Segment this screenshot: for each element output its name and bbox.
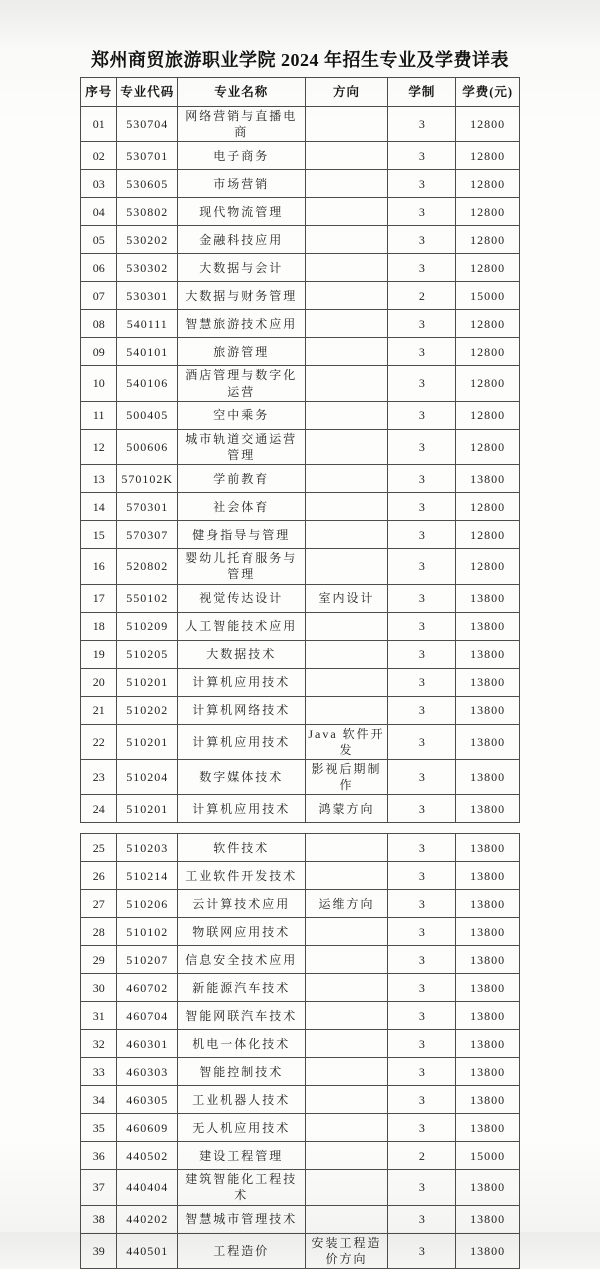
cell-code: 440501 [117, 1233, 178, 1268]
cell-direction [305, 974, 388, 1002]
cell-fee: 13800 [456, 640, 520, 668]
cell-no: 05 [81, 226, 117, 254]
cell-code: 440202 [117, 1205, 178, 1233]
cell-duration: 3 [388, 918, 456, 946]
table-row [81, 282, 520, 310]
cell-duration: 3 [388, 1002, 456, 1030]
cell-fee: 15000 [456, 282, 520, 310]
cell-no: 04 [81, 198, 117, 226]
table-row [81, 612, 520, 640]
cell-no: 03 [81, 170, 117, 198]
cell-no: 32 [81, 1030, 117, 1058]
cell-fee: 13800 [456, 584, 520, 612]
cell-fee: 13800 [456, 1030, 520, 1058]
cell-direction [305, 834, 388, 862]
cell-code: 510214 [117, 862, 178, 890]
cell-name: 信息安全技术应用 [178, 946, 305, 974]
cell-fee: 13800 [456, 696, 520, 724]
cell-duration: 3 [388, 696, 456, 724]
majors-table-segment-1 [80, 77, 520, 823]
cell-duration: 3 [388, 170, 456, 198]
cell-direction [305, 668, 388, 696]
cell-duration: 3 [388, 640, 456, 668]
table-row [81, 142, 520, 170]
cell-name: 计算机网络技术 [178, 696, 305, 724]
cell-code: 520802 [117, 549, 178, 584]
cell-no: 31 [81, 1002, 117, 1030]
cell-fee: 13800 [456, 946, 520, 974]
cell-fee: 13800 [456, 1205, 520, 1233]
cell-no: 14 [81, 493, 117, 521]
table-row [81, 254, 520, 282]
cell-fee: 13800 [456, 1233, 520, 1268]
cell-direction: 影视后期制作 [305, 759, 388, 794]
cell-direction [305, 1114, 388, 1142]
table-header-row [81, 78, 520, 107]
table-row [81, 1002, 520, 1030]
cell-code: 510201 [117, 724, 178, 759]
cell-duration: 3 [388, 142, 456, 170]
cell-name: 智慧旅游技术应用 [178, 310, 305, 338]
cell-no: 33 [81, 1058, 117, 1086]
cell-direction [305, 107, 388, 142]
cell-name: 人工智能技术应用 [178, 612, 305, 640]
table-row [81, 759, 520, 794]
cell-code: 460303 [117, 1058, 178, 1086]
cell-no: 08 [81, 310, 117, 338]
cell-code: 500405 [117, 401, 178, 429]
table-row [81, 338, 520, 366]
cell-fee: 12800 [456, 401, 520, 429]
table-row [81, 834, 520, 862]
table-row [81, 862, 520, 890]
cell-direction [305, 226, 388, 254]
cell-duration: 3 [388, 1170, 456, 1205]
table-row [81, 640, 520, 668]
cell-name: 大数据与财务管理 [178, 282, 305, 310]
cell-no: 25 [81, 834, 117, 862]
cell-duration: 2 [388, 1142, 456, 1170]
cell-code: 530301 [117, 282, 178, 310]
table-row [81, 521, 520, 549]
cell-direction [305, 918, 388, 946]
cell-name: 智慧城市管理技术 [178, 1205, 305, 1233]
cell-direction [305, 170, 388, 198]
cell-name: 物联网应用技术 [178, 918, 305, 946]
cell-fee: 13800 [456, 668, 520, 696]
cell-no: 36 [81, 1142, 117, 1170]
cell-duration: 3 [388, 310, 456, 338]
table-row [81, 493, 520, 521]
cell-name: 视觉传达设计 [178, 584, 305, 612]
cell-duration: 3 [388, 759, 456, 794]
cell-direction [305, 254, 388, 282]
header-code: 专业代码 [117, 78, 178, 107]
cell-fee: 13800 [456, 1058, 520, 1086]
cell-code: 510206 [117, 890, 178, 918]
cell-name: 空中乘务 [178, 401, 305, 429]
table-row [81, 946, 520, 974]
cell-name: 金融科技应用 [178, 226, 305, 254]
cell-direction [305, 1170, 388, 1205]
cell-duration: 3 [388, 1030, 456, 1058]
cell-name: 建筑智能化工程技术 [178, 1170, 305, 1205]
cell-fee: 12800 [456, 142, 520, 170]
cell-name: 现代物流管理 [178, 198, 305, 226]
cell-duration: 3 [388, 429, 456, 464]
cell-no: 12 [81, 429, 117, 464]
cell-code: 510102 [117, 918, 178, 946]
cell-name: 计算机应用技术 [178, 724, 305, 759]
table-row [81, 890, 520, 918]
cell-name: 市场营销 [178, 170, 305, 198]
cell-duration: 3 [388, 862, 456, 890]
cell-fee: 13800 [456, 918, 520, 946]
cell-name: 大数据与会计 [178, 254, 305, 282]
table-row [81, 226, 520, 254]
cell-no: 27 [81, 890, 117, 918]
cell-no: 28 [81, 918, 117, 946]
cell-fee: 13800 [456, 1114, 520, 1142]
cell-fee: 12800 [456, 198, 520, 226]
cell-name: 工业机器人技术 [178, 1086, 305, 1114]
cell-name: 工业软件开发技术 [178, 862, 305, 890]
cell-no: 30 [81, 974, 117, 1002]
cell-no: 01 [81, 107, 117, 142]
cell-name: 软件技术 [178, 834, 305, 862]
cell-code: 510202 [117, 696, 178, 724]
cell-no: 35 [81, 1114, 117, 1142]
cell-name: 无人机应用技术 [178, 1114, 305, 1142]
cell-direction [305, 142, 388, 170]
cell-code: 540111 [117, 310, 178, 338]
cell-duration: 3 [388, 974, 456, 1002]
table-row [81, 549, 520, 584]
cell-direction: 运维方向 [305, 890, 388, 918]
cell-direction [305, 465, 388, 493]
cell-duration: 3 [388, 668, 456, 696]
cell-no: 09 [81, 338, 117, 366]
cell-duration: 3 [388, 338, 456, 366]
table-row [81, 107, 520, 142]
table-row [81, 1086, 520, 1114]
cell-duration: 3 [388, 107, 456, 142]
cell-duration: 3 [388, 1058, 456, 1086]
table-row [81, 696, 520, 724]
cell-no: 02 [81, 142, 117, 170]
cell-fee: 12800 [456, 521, 520, 549]
cell-no: 26 [81, 862, 117, 890]
cell-duration: 3 [388, 724, 456, 759]
cell-code: 460609 [117, 1114, 178, 1142]
cell-name: 社会体育 [178, 493, 305, 521]
cell-duration: 3 [388, 890, 456, 918]
cell-direction [305, 366, 388, 401]
cell-no: 06 [81, 254, 117, 282]
cell-name: 智能网联汽车技术 [178, 1002, 305, 1030]
cell-fee: 13800 [456, 974, 520, 1002]
cell-code: 530202 [117, 226, 178, 254]
cell-duration: 3 [388, 1233, 456, 1268]
cell-direction [305, 1086, 388, 1114]
cell-direction [305, 1030, 388, 1058]
cell-name: 云计算技术应用 [178, 890, 305, 918]
cell-duration: 3 [388, 612, 456, 640]
cell-duration: 3 [388, 1114, 456, 1142]
cell-code: 530701 [117, 142, 178, 170]
cell-fee: 12800 [456, 549, 520, 584]
table-row [81, 795, 520, 823]
cell-no: 39 [81, 1233, 117, 1268]
cell-fee: 12800 [456, 366, 520, 401]
cell-fee: 15000 [456, 1142, 520, 1170]
header-no: 序号 [81, 78, 117, 107]
cell-code: 510204 [117, 759, 178, 794]
cell-name: 工程造价 [178, 1233, 305, 1268]
cell-no: 07 [81, 282, 117, 310]
cell-direction [305, 282, 388, 310]
cell-fee: 13800 [456, 1002, 520, 1030]
cell-name: 婴幼儿托育服务与管理 [178, 549, 305, 584]
cell-fee: 12800 [456, 310, 520, 338]
table-row [81, 1114, 520, 1142]
cell-no: 23 [81, 759, 117, 794]
cell-name: 智能控制技术 [178, 1058, 305, 1086]
cell-duration: 3 [388, 465, 456, 493]
cell-no: 22 [81, 724, 117, 759]
cell-fee: 13800 [456, 759, 520, 794]
table-row [81, 1030, 520, 1058]
cell-fee: 12800 [456, 254, 520, 282]
cell-fee: 13800 [456, 1170, 520, 1205]
cell-duration: 3 [388, 584, 456, 612]
cell-code: 460704 [117, 1002, 178, 1030]
cell-direction [305, 946, 388, 974]
cell-code: 510203 [117, 834, 178, 862]
table-row [81, 1205, 520, 1233]
cell-code: 510209 [117, 612, 178, 640]
cell-code: 500606 [117, 429, 178, 464]
cell-direction [305, 198, 388, 226]
page-title: 郑州商贸旅游职业学院 2024 年招生专业及学费详表 [91, 50, 509, 70]
cell-direction [305, 1058, 388, 1086]
majors-table-segment-2 [80, 833, 520, 1269]
cell-direction [305, 338, 388, 366]
cell-fee: 13800 [456, 834, 520, 862]
cell-duration: 3 [388, 401, 456, 429]
cell-duration: 3 [388, 1205, 456, 1233]
cell-direction: 室内设计 [305, 584, 388, 612]
table-row [81, 198, 520, 226]
table-row [81, 310, 520, 338]
cell-duration: 3 [388, 1086, 456, 1114]
cell-direction [305, 310, 388, 338]
header-fee: 学费(元) [456, 78, 520, 107]
cell-no: 34 [81, 1086, 117, 1114]
cell-code: 510205 [117, 640, 178, 668]
cell-name: 新能源汽车技术 [178, 974, 305, 1002]
cell-direction [305, 401, 388, 429]
table-row [81, 429, 520, 464]
cell-name: 电子商务 [178, 142, 305, 170]
cell-name: 健身指导与管理 [178, 521, 305, 549]
cell-code: 440502 [117, 1142, 178, 1170]
cell-no: 13 [81, 465, 117, 493]
table-row [81, 974, 520, 1002]
cell-duration: 3 [388, 946, 456, 974]
cell-duration: 3 [388, 493, 456, 521]
cell-direction [305, 862, 388, 890]
cell-duration: 3 [388, 834, 456, 862]
cell-no: 15 [81, 521, 117, 549]
cell-no: 20 [81, 668, 117, 696]
cell-fee: 13800 [456, 890, 520, 918]
cell-fee: 13800 [456, 612, 520, 640]
table-row [81, 170, 520, 198]
cell-no: 16 [81, 549, 117, 584]
cell-no: 38 [81, 1205, 117, 1233]
cell-code: 550102 [117, 584, 178, 612]
cell-no: 21 [81, 696, 117, 724]
cell-name: 旅游管理 [178, 338, 305, 366]
cell-no: 11 [81, 401, 117, 429]
cell-code: 530605 [117, 170, 178, 198]
cell-code: 510201 [117, 668, 178, 696]
cell-code: 570307 [117, 521, 178, 549]
cell-no: 37 [81, 1170, 117, 1205]
cell-direction [305, 549, 388, 584]
cell-name: 机电一体化技术 [178, 1030, 305, 1058]
cell-no: 17 [81, 584, 117, 612]
cell-code: 530302 [117, 254, 178, 282]
table-row [81, 465, 520, 493]
cell-direction [305, 696, 388, 724]
cell-duration: 3 [388, 795, 456, 823]
cell-fee: 12800 [456, 226, 520, 254]
cell-fee: 12800 [456, 107, 520, 142]
cell-direction: Java 软件开发 [305, 724, 388, 759]
table-row [81, 401, 520, 429]
cell-duration: 3 [388, 521, 456, 549]
header-duration: 学制 [388, 78, 456, 107]
cell-name: 建设工程管理 [178, 1142, 305, 1170]
cell-no: 18 [81, 612, 117, 640]
table-row [81, 918, 520, 946]
cell-direction: 安装工程造价方向 [305, 1233, 388, 1268]
cell-direction [305, 521, 388, 549]
cell-name: 大数据技术 [178, 640, 305, 668]
table-row [81, 1142, 520, 1170]
cell-code: 570301 [117, 493, 178, 521]
cell-duration: 3 [388, 549, 456, 584]
cell-direction [305, 493, 388, 521]
cell-fee: 12800 [456, 338, 520, 366]
cell-fee: 13800 [456, 724, 520, 759]
cell-fee: 13800 [456, 465, 520, 493]
cell-fee: 12800 [456, 170, 520, 198]
table-row [81, 668, 520, 696]
cell-code: 540106 [117, 366, 178, 401]
cell-fee: 12800 [456, 429, 520, 464]
header-name: 专业名称 [178, 78, 305, 107]
table-row [81, 1170, 520, 1205]
cell-fee: 13800 [456, 1086, 520, 1114]
cell-code: 440404 [117, 1170, 178, 1205]
cell-direction [305, 1002, 388, 1030]
cell-duration: 3 [388, 366, 456, 401]
cell-direction [305, 1205, 388, 1233]
cell-no: 10 [81, 366, 117, 401]
cell-no: 29 [81, 946, 117, 974]
cell-code: 460301 [117, 1030, 178, 1058]
cell-code: 530704 [117, 107, 178, 142]
cell-code: 510207 [117, 946, 178, 974]
cell-fee: 13800 [456, 862, 520, 890]
cell-name: 数字媒体技术 [178, 759, 305, 794]
cell-duration: 3 [388, 226, 456, 254]
cell-code: 460305 [117, 1086, 178, 1114]
table-row [81, 584, 520, 612]
cell-direction [305, 640, 388, 668]
cell-fee: 12800 [456, 493, 520, 521]
table-row [81, 1233, 520, 1268]
cell-code: 570102K [117, 465, 178, 493]
cell-direction [305, 612, 388, 640]
cell-code: 510201 [117, 795, 178, 823]
cell-code: 530802 [117, 198, 178, 226]
cell-direction: 鸿蒙方向 [305, 795, 388, 823]
table-row [81, 1058, 520, 1086]
cell-direction [305, 1142, 388, 1170]
cell-no: 24 [81, 795, 117, 823]
cell-code: 540101 [117, 338, 178, 366]
cell-direction [305, 429, 388, 464]
cell-name: 计算机应用技术 [178, 795, 305, 823]
cell-name: 计算机应用技术 [178, 668, 305, 696]
cell-no: 19 [81, 640, 117, 668]
cell-duration: 3 [388, 254, 456, 282]
table-row [81, 366, 520, 401]
table-row [81, 724, 520, 759]
cell-name: 学前教育 [178, 465, 305, 493]
cell-name: 网络营销与直播电商 [178, 107, 305, 142]
header-direction: 方向 [305, 78, 388, 107]
cell-name: 酒店管理与数字化运营 [178, 366, 305, 401]
cell-fee: 13800 [456, 795, 520, 823]
cell-code: 460702 [117, 974, 178, 1002]
cell-duration: 3 [388, 198, 456, 226]
cell-name: 城市轨道交通运营管理 [178, 429, 305, 464]
cell-duration: 2 [388, 282, 456, 310]
